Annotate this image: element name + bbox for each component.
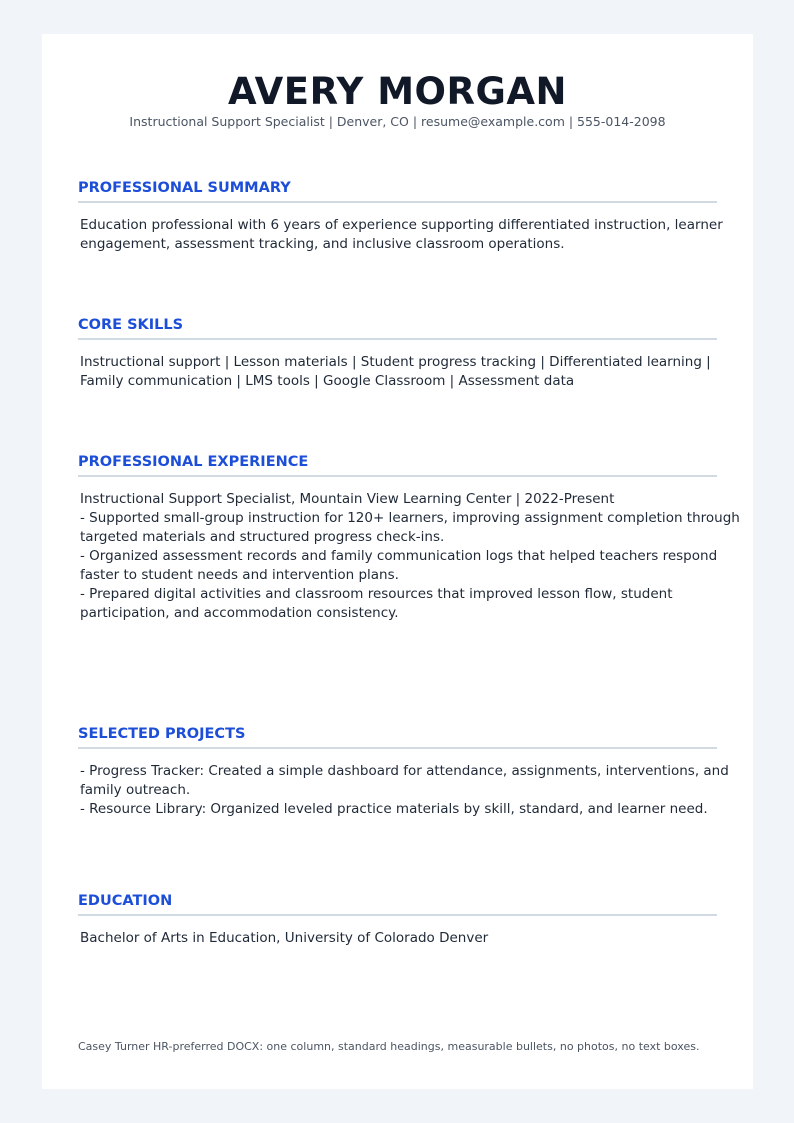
candidate-name: AVERY MORGAN [228,70,567,113]
section-divider [78,201,717,203]
section-title-education: EDUCATION [78,893,173,909]
summary-line: Education professional with 6 years of experience supporting differentiated instruction, learner [80,217,723,233]
section-divider [78,914,717,916]
summary-line: engagement, assessment tracking, and inclusive classroom operations. [80,236,565,252]
experience-bullet-line: faster to student needs and intervention plans. [80,567,399,583]
experience-bullet-line: - Supported small-group instruction for 120+ learners, improving assignment completion through [80,510,740,526]
footer-note: Casey Turner HR-preferred DOCX: one column, standard headings, measurable bullets, no photos, no text boxes. [78,1040,700,1053]
skills-line: Instructional support | Lesson materials | Student progress tracking | Differentiated learning | [80,354,711,370]
education-line: Bachelor of Arts in Education, University of Colorado Denver [80,930,489,946]
experience-role-line: Instructional Support Specialist, Mountain View Learning Center | 2022-Present [80,491,615,507]
projects-body [80,762,729,819]
project-line: - Resource Library: Organized leveled practice materials by skill, standard, and learner need. [80,801,708,817]
section-divider [78,338,717,340]
summary-body [80,216,723,254]
section-divider [78,475,717,477]
experience-bullet-line: participation, and accommodation consistency. [80,605,399,621]
experience-bullet-line: - Organized assessment records and family communication logs that helped teachers respond [80,548,718,564]
section-title-experience: PROFESSIONAL EXPERIENCE [78,454,309,470]
experience-bullet-line: - Prepared digital activities and classroom resources that improved lesson flow, student [80,586,673,602]
section-divider [78,747,717,749]
education-body [80,929,705,948]
project-line: family outreach. [80,782,191,798]
skills-line: Family communication | LMS tools | Google Classroom | Assessment data [80,373,575,389]
experience-bullet-line: targeted materials and structured progress check-ins. [80,529,445,545]
section-title-skills: CORE SKILLS [78,317,184,333]
section-title-summary: PROFESSIONAL SUMMARY [78,180,291,196]
project-line: - Progress Tracker: Created a simple dashboard for attendance, assignments, interventions, and [80,763,729,779]
section-title-projects: SELECTED PROJECTS [78,726,246,742]
resume-page [42,34,753,1089]
experience-body [80,490,740,623]
contact-line: Instructional Support Specialist | Denver, CO | resume@example.com | 555-014-2098 [129,114,666,129]
skills-body [80,353,711,391]
